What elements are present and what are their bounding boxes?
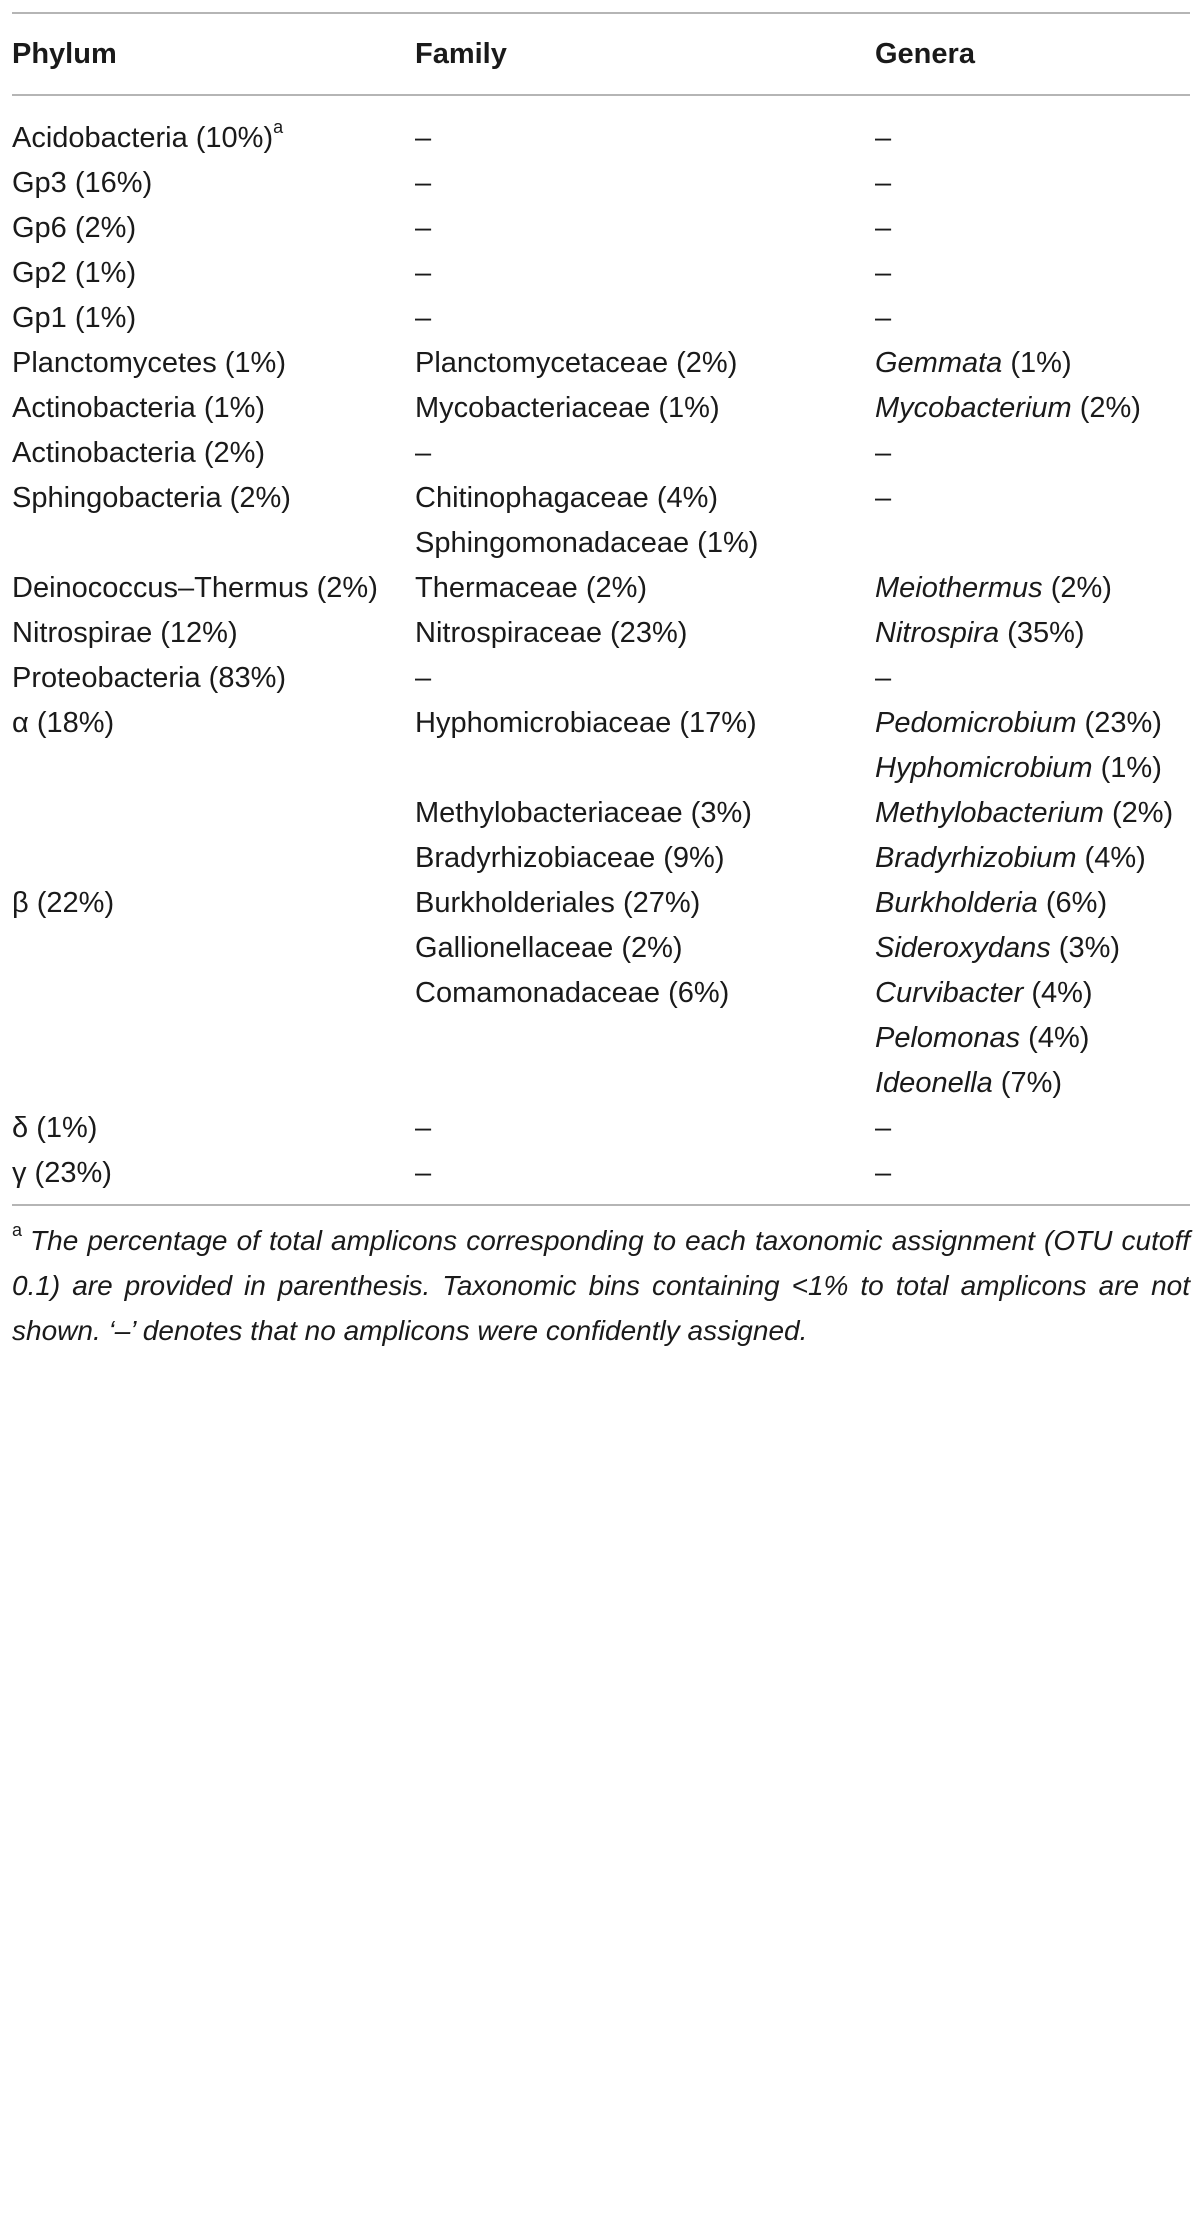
table-row — [12, 1016, 1190, 1061]
cell-family — [415, 926, 875, 971]
genus-percent: (4%) — [1031, 977, 1093, 1009]
cell-phylum — [12, 1016, 415, 1061]
genus-percent: (23%) — [1084, 707, 1162, 739]
phylum-text: Sphingobacteria (2%) — [12, 482, 291, 514]
phylum-text: Gp6 (2%) — [12, 212, 137, 244]
family-text: – — [415, 122, 432, 154]
cell-phylum — [12, 206, 415, 251]
cell-family — [415, 1106, 875, 1151]
cell-genera — [875, 341, 1190, 386]
cell-phylum — [12, 386, 415, 431]
cell-genera — [875, 746, 1190, 791]
table-row — [12, 611, 1190, 656]
phylum-text: Gp1 (1%) — [12, 302, 137, 334]
genus-name: – — [875, 167, 892, 199]
genus-name: Methylobacterium — [875, 797, 1104, 829]
cell-genera — [875, 656, 1190, 701]
genus-name: – — [875, 212, 892, 244]
family-text: Hyphomicrobiaceae (17%) — [415, 707, 757, 739]
cell-phylum — [12, 746, 415, 791]
table-row — [12, 206, 1190, 251]
cell-family — [415, 566, 875, 611]
cell-phylum — [12, 1151, 415, 1205]
cell-phylum — [12, 566, 415, 611]
genus-name: Meiothermus — [875, 572, 1043, 604]
table-row — [12, 701, 1190, 746]
table-row — [12, 386, 1190, 431]
genus-name: – — [875, 257, 892, 289]
table-row — [12, 881, 1190, 926]
phylum-text: α (18%) — [12, 707, 115, 739]
cell-phylum — [12, 1106, 415, 1151]
cell-family — [415, 656, 875, 701]
family-text: – — [415, 257, 432, 289]
genus-name: – — [875, 1112, 892, 1144]
table-row — [12, 1106, 1190, 1151]
table-row — [12, 746, 1190, 791]
cell-genera — [875, 1151, 1190, 1205]
genus-name: Mycobacterium — [875, 392, 1072, 424]
phylum-text: γ (23%) — [12, 1157, 112, 1189]
genus-percent: (4%) — [1084, 842, 1146, 874]
footnote-ref: a — [273, 117, 284, 137]
cell-phylum — [12, 791, 415, 836]
table-row — [12, 95, 1190, 161]
table-row — [12, 476, 1190, 521]
table-body — [12, 95, 1190, 1205]
genus-name: Hyphomicrobium — [875, 752, 1093, 784]
family-text: – — [415, 662, 432, 694]
genus-name: – — [875, 482, 892, 514]
family-text: – — [415, 437, 432, 469]
genus-name: Burkholderia — [875, 887, 1038, 919]
phylum-text: Deinococcus–Thermus (2%) — [12, 572, 378, 604]
cell-family — [415, 1061, 875, 1106]
cell-family — [415, 611, 875, 656]
cell-family — [415, 95, 875, 161]
cell-phylum — [12, 701, 415, 746]
cell-family — [415, 746, 875, 791]
phylum-text: β (22%) — [12, 887, 115, 919]
genus-name: – — [875, 1157, 892, 1189]
genus-percent: (7%) — [1000, 1067, 1063, 1099]
family-text: – — [415, 302, 432, 334]
cell-genera — [875, 611, 1190, 656]
family-text: Sphingomonadaceae (1%) — [415, 527, 759, 559]
genus-name: – — [875, 662, 892, 694]
cell-genera — [875, 206, 1190, 251]
cell-family — [415, 296, 875, 341]
genus-name: Gemmata — [875, 347, 1003, 379]
cell-family — [415, 341, 875, 386]
genus-name: Ideonella — [875, 1067, 993, 1099]
phylum-text: Acidobacteria (10%) — [12, 122, 274, 154]
table-row — [12, 836, 1190, 881]
genus-name: Pedomicrobium — [875, 707, 1077, 739]
cell-family — [415, 431, 875, 476]
cell-family — [415, 971, 875, 1016]
genus-name: – — [875, 122, 892, 154]
phylum-text: Proteobacteria (83%) — [12, 662, 287, 694]
genus-name: Pelomonas — [875, 1022, 1021, 1054]
table-row — [12, 656, 1190, 701]
genus-percent: (2%) — [1079, 392, 1141, 424]
cell-family — [415, 206, 875, 251]
family-text: Methylobacteriaceae (3%) — [415, 797, 752, 829]
genus-name: Curvibacter — [875, 977, 1024, 1009]
cell-phylum — [12, 296, 415, 341]
phylum-text: Actinobacteria (1%) — [12, 392, 266, 424]
cell-genera — [875, 1106, 1190, 1151]
table-row — [12, 1061, 1190, 1106]
cell-genera — [875, 836, 1190, 881]
cell-phylum — [12, 836, 415, 881]
cell-family — [415, 251, 875, 296]
cell-genera — [875, 971, 1190, 1016]
cell-family — [415, 701, 875, 746]
genus-name: – — [875, 437, 892, 469]
table-row — [12, 791, 1190, 836]
phylum-text: Gp3 (16%) — [12, 167, 153, 199]
cell-genera — [875, 791, 1190, 836]
genus-name: Nitrospira — [875, 617, 1000, 649]
genus-percent: (2%) — [1111, 797, 1174, 829]
genus-name: Sideroxydans — [875, 932, 1051, 964]
family-text: Burkholderiales (27%) — [415, 887, 701, 919]
cell-genera — [875, 161, 1190, 206]
family-text: Gallionellaceae (2%) — [415, 932, 683, 964]
cell-genera — [875, 476, 1190, 521]
header-phylum: Phylum — [12, 37, 117, 70]
cell-family — [415, 161, 875, 206]
cell-genera — [875, 566, 1190, 611]
family-text: Nitrospiraceae (23%) — [415, 617, 688, 649]
table-figure — [12, 12, 1190, 1353]
family-text: Chitinophagaceae (4%) — [415, 482, 719, 514]
cell-phylum — [12, 881, 415, 926]
phylum-text: δ (1%) — [12, 1112, 98, 1144]
cell-genera — [875, 251, 1190, 296]
phylum-text: Nitrospirae (12%) — [12, 617, 238, 649]
cell-genera — [875, 296, 1190, 341]
cell-genera — [875, 521, 1190, 566]
phylum-text: Planctomycetes (1%) — [12, 347, 286, 379]
cell-genera — [875, 1061, 1190, 1106]
cell-genera — [875, 701, 1190, 746]
genus-percent: (6%) — [1045, 887, 1108, 919]
family-text: Planctomycetaceae (2%) — [415, 347, 738, 379]
cell-phylum — [12, 926, 415, 971]
table-row — [12, 521, 1190, 566]
header-family: Family — [415, 37, 507, 70]
cell-family — [415, 881, 875, 926]
table-row — [12, 251, 1190, 296]
footnote-marker: a — [12, 1220, 23, 1240]
cell-genera — [875, 926, 1190, 971]
header-genera: Genera — [875, 37, 975, 70]
family-text: – — [415, 167, 432, 199]
family-text: Mycobacteriaceae (1%) — [415, 392, 720, 424]
cell-genera — [875, 431, 1190, 476]
cell-phylum — [12, 971, 415, 1016]
table-row — [12, 161, 1190, 206]
cell-phylum — [12, 431, 415, 476]
genus-percent: (4%) — [1028, 1022, 1090, 1054]
genus-percent: (35%) — [1007, 617, 1085, 649]
table-row — [12, 1151, 1190, 1205]
header-row — [12, 13, 1190, 95]
cell-genera — [875, 95, 1190, 161]
cell-family — [415, 791, 875, 836]
table-row — [12, 566, 1190, 611]
cell-family — [415, 836, 875, 881]
family-text: Thermaceae (2%) — [415, 572, 648, 604]
cell-family — [415, 386, 875, 431]
family-text: – — [415, 1157, 432, 1189]
phylum-text: Actinobacteria (2%) — [12, 437, 266, 469]
taxonomy-table — [12, 12, 1190, 1206]
cell-family — [415, 521, 875, 566]
cell-family — [415, 476, 875, 521]
cell-phylum — [12, 521, 415, 566]
cell-phylum — [12, 341, 415, 386]
cell-genera — [875, 1016, 1190, 1061]
genus-name: Bradyrhizobium — [875, 842, 1077, 874]
genus-percent: (3%) — [1058, 932, 1121, 964]
family-text: – — [415, 212, 432, 244]
table-row — [12, 971, 1190, 1016]
cell-phylum — [12, 251, 415, 296]
genus-percent: (1%) — [1010, 347, 1072, 379]
table-row — [12, 341, 1190, 386]
cell-phylum — [12, 95, 415, 161]
genus-name: – — [875, 302, 892, 334]
cell-genera — [875, 386, 1190, 431]
cell-family — [415, 1016, 875, 1061]
genus-percent: (2%) — [1050, 572, 1112, 604]
table-row — [12, 431, 1190, 476]
table-footnote — [12, 1218, 1190, 1353]
cell-genera — [875, 881, 1190, 926]
family-text: Bradyrhizobiaceae (9%) — [415, 842, 725, 874]
cell-phylum — [12, 161, 415, 206]
cell-phylum — [12, 1061, 415, 1106]
table-row — [12, 926, 1190, 971]
phylum-text: Gp2 (1%) — [12, 257, 137, 289]
cell-phylum — [12, 611, 415, 656]
cell-phylum — [12, 476, 415, 521]
genus-percent: (1%) — [1100, 752, 1162, 784]
footnote-text: The percentage of total amplicons corresponding to each taxonomic assignment (OTU cutoff 0.1) are provided in parenthesis. Taxonomic bins containing <1% to total amplicons are not shown. ‘–’ denotes that no amplicons were confidently assigned. — [12, 1225, 1190, 1346]
cell-family — [415, 1151, 875, 1205]
family-text: – — [415, 1112, 432, 1144]
cell-phylum — [12, 656, 415, 701]
table-row — [12, 296, 1190, 341]
family-text: Comamonadaceae (6%) — [415, 977, 730, 1009]
